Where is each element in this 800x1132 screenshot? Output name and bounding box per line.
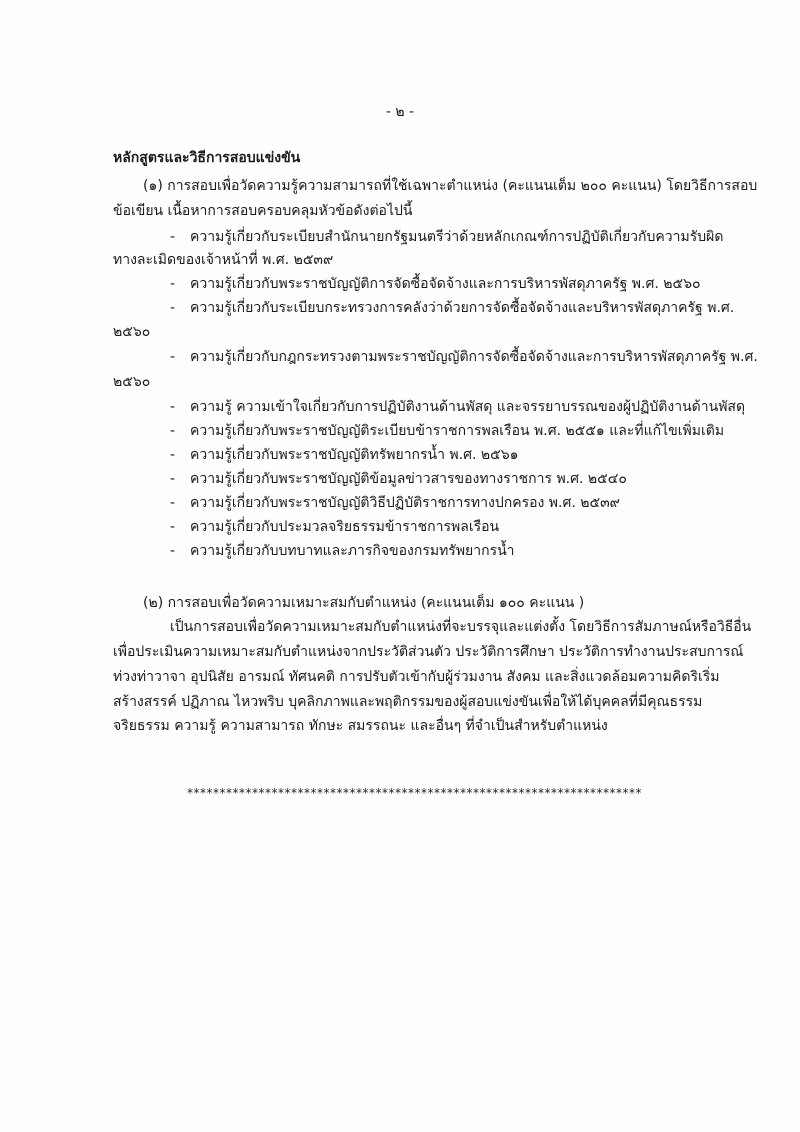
section-heading: หลักสูตรและวิธีการสอบแข่งขัน — [113, 150, 301, 166]
bullet-dash: - — [170, 519, 176, 535]
list-item-text: ความรู้เกี่ยวกับพระราชบัญญัติข้อมูลข่าวสารของทางราชการ พ.ศ. ๒๕๔๐ — [190, 471, 627, 487]
bullet-dash: - — [170, 300, 176, 316]
list-item — [170, 421, 724, 441]
list-item-text: ความรู้เกี่ยวกับประมวลจริยธรรมข้าราชการพลเรือน — [190, 519, 500, 535]
list-item — [170, 347, 758, 367]
list-item — [170, 493, 620, 513]
list-item-text: ความรู้เกี่ยวกับพระราชบัญญัติทรัพยากรน้ำ พ.ศ. ๒๕๖๑ — [190, 447, 519, 463]
list-item — [170, 541, 515, 561]
bullet-dash: - — [170, 423, 176, 439]
list-item-text: ความรู้เกี่ยวกับพระราชบัญญัติวิธีปฏิบัติราชการทางปกครอง พ.ศ. ๒๕๓๙ — [190, 495, 620, 511]
list-item-text: ความรู้เกี่ยวกับบทบาทและภารกิจของกรมทรัพยากรน้ำ — [190, 543, 515, 559]
separator-stars: ********************************************************************** — [187, 786, 642, 800]
list-item-text: ความรู้เกี่ยวกับระเบียบสำนักนายกรัฐมนตรีว่าด้วยหลักเกณฑ์การปฏิบัติเกี่ยวกับความรับผิด — [190, 229, 724, 245]
list-item — [170, 469, 627, 489]
section2-line: เป็นการสอบเพื่อวัดความเหมาะสมกับตำแหน่งที่จะบรรจุและแต่งตั้ง โดยวิธีการสัมภาษณ์หรือวิธีอื่น — [170, 619, 752, 635]
bullet-dash: - — [170, 229, 176, 245]
list-item-continuation: ๒๕๖๐ — [113, 324, 151, 340]
section2-line: สร้างสรรค์ ปฏิภาณ ไหวพริบ บุคลิกภาพและพฤติกรรมของผู้สอบแข่งขันเพื่อให้ได้บุคคลที่มีคุณธรรม — [113, 694, 703, 710]
bullet-dash: - — [170, 543, 176, 559]
list-item — [170, 227, 723, 247]
bullet-dash: - — [170, 495, 176, 511]
section2-line: ท่วงท่าวาจา อุปนิสัย อารมณ์ ทัศนคติ การปรับตัวเข้ากับผู้ร่วมงาน สังคม และสิ่งแวดล้อมความคิดริเริ่ม — [113, 669, 720, 685]
list-item — [170, 517, 499, 537]
bullet-dash: - — [170, 399, 176, 415]
section1-intro-line2: ข้อเขียน เนื้อหาการสอบครอบคลุมหัวข้อดังต่อไปนี้ — [113, 203, 413, 219]
list-item — [170, 274, 701, 294]
bullet-dash: - — [170, 276, 176, 292]
list-item — [170, 298, 734, 318]
section2-intro: (๒) การสอบเพื่อวัดความเหมาะสมกับตำแหน่ง (คะแนนเต็ม ๑๐๐ คะแนน ) — [143, 595, 585, 611]
list-item-text: ความรู้เกี่ยวกับพระราชบัญญัติระเบียบข้าราชการพลเรือน พ.ศ. ๒๕๕๑ และที่แก้ไขเพิ่มเติม — [190, 423, 725, 439]
bullet-dash: - — [170, 447, 176, 463]
list-item-continuation: ๒๕๖๐ — [113, 374, 151, 390]
section1-intro-line1: (๑) การสอบเพื่อวัดความรู้ความสามารถที่ใช้เฉพาะตำแหน่ง (คะแนนเต็ม ๒๐๐ คะแนน) โดยวิธีการสอบ — [143, 178, 758, 194]
list-item-text: ความรู้ ความเข้าใจเกี่ยวกับการปฏิบัติงานด้านพัสดุ และจรรยาบรรณของผู้ปฏิบัติงานด้านพัสดุ — [190, 399, 746, 415]
list-item-text: ความรู้เกี่ยวกับพระราชบัญญัติการจัดซื้อจัดจ้างและการบริหารพัสดุภาครัฐ พ.ศ. ๒๕๖๐ — [190, 276, 701, 292]
bullet-dash: - — [170, 471, 176, 487]
list-item — [170, 397, 745, 417]
list-item — [170, 445, 519, 465]
section2-line: จริยธรรม ความรู้ ความสามารถ ทักษะ สมรรถนะ และอื่นๆ ที่จำเป็นสำหรับตำแหน่ง — [113, 718, 608, 734]
page-number: - ๒ - — [385, 104, 415, 120]
list-item-text: ความรู้เกี่ยวกับระเบียบกระทรวงการคลังว่าด้วยการจัดซื้อจัดจ้างและบริหารพัสดุภาครัฐ พ.ศ. — [190, 300, 735, 316]
list-item-continuation: ทางละเมิดของเจ้าหน้าที่ พ.ศ. ๒๕๓๙ — [113, 252, 334, 268]
section2-line: เพื่อประเมินความเหมาะสมกับตำแหน่งจากประวัติส่วนตัว ประวัติการศึกษา ประวัติการทำงานประสบการณ์ — [113, 644, 744, 660]
bullet-dash: - — [170, 349, 176, 365]
list-item-text: ความรู้เกี่ยวกับกฎกระทรวงตามพระราชบัญญัติการจัดซื้อจัดจ้างและการบริหารพัสดุภาครัฐ พ.ศ. — [190, 349, 758, 365]
